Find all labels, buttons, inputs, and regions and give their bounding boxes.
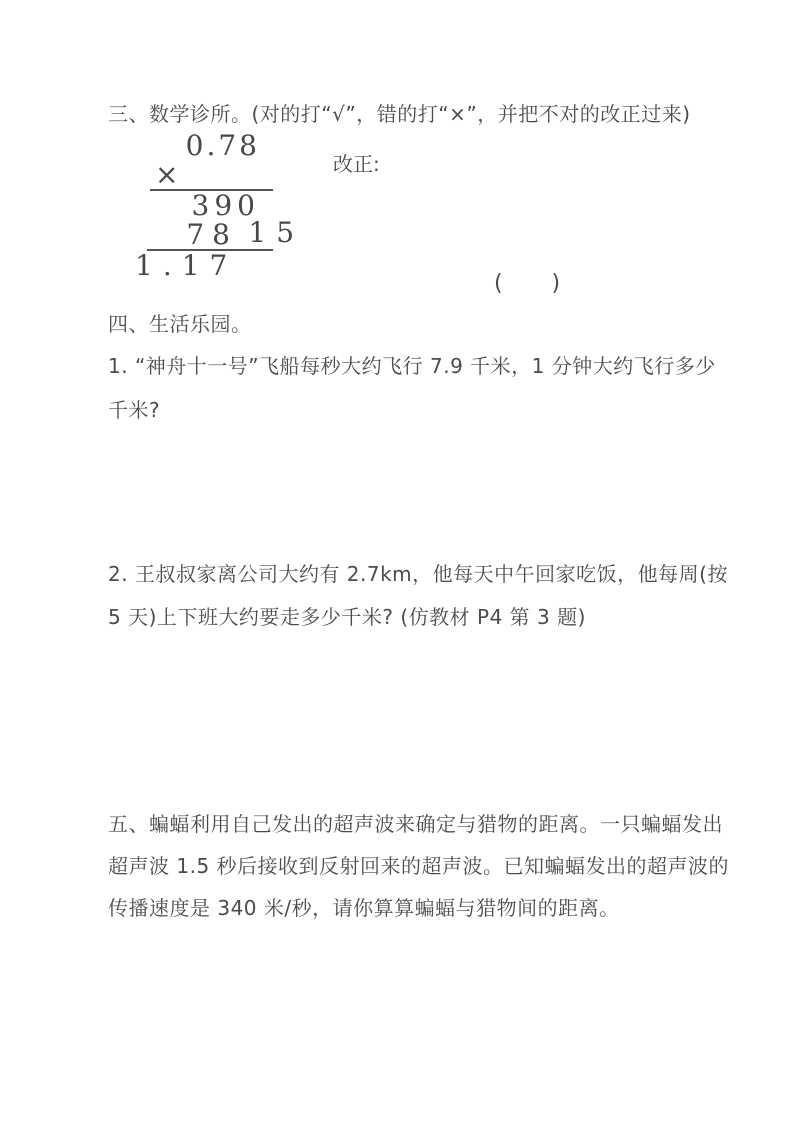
section-four-heading: 四、生活乐园。 xyxy=(108,312,252,336)
partial-product-1: 390 xyxy=(191,189,260,222)
correction-label: 改正: xyxy=(333,152,380,176)
section-three-heading: 三、数学诊所。(对的打“√”，错的打“×”，并把不对的改正过来) xyxy=(108,102,691,126)
problem-2-line-1: 2. 王叔叔家离公司大约有 2.7km，他每天中午回家吃饭，他每周(按 xyxy=(108,562,728,586)
section-five-line-1: 五、蝙蝠利用自己发出的超声波来确定与猎物的距离。一只蝙蝠发出 xyxy=(108,812,723,836)
problem-1-line-1: 1. “神舟十一号”飞船每秒大约飞行 7.9 千米，1 分钟大约飞行多少 xyxy=(108,354,716,378)
multiplier-value: 15 xyxy=(248,216,305,249)
multiplicand-row: 0.78 xyxy=(185,129,260,162)
section-five-line-3: 传播速度是 340 米/秒，请你算算蝙蝠与猎物间的距离。 xyxy=(108,896,620,920)
vertical-multiplication xyxy=(135,129,305,282)
partial-product-2: 78 xyxy=(186,218,238,251)
multiply-operator: × xyxy=(155,158,179,191)
problem-1-line-2: 千米? xyxy=(108,398,161,422)
judgment-parentheses: ( ) xyxy=(494,271,562,296)
result-row: 1.17 xyxy=(135,249,238,282)
problem-2-line-2: 5 天)上下班大约要走多少千米? (仿教材 P4 第 3 题) xyxy=(108,605,586,629)
section-five-line-2: 超声波 1.5 秒后接收到反射回来的超声波。已知蝙蝠发出的超声波的 xyxy=(108,854,730,878)
